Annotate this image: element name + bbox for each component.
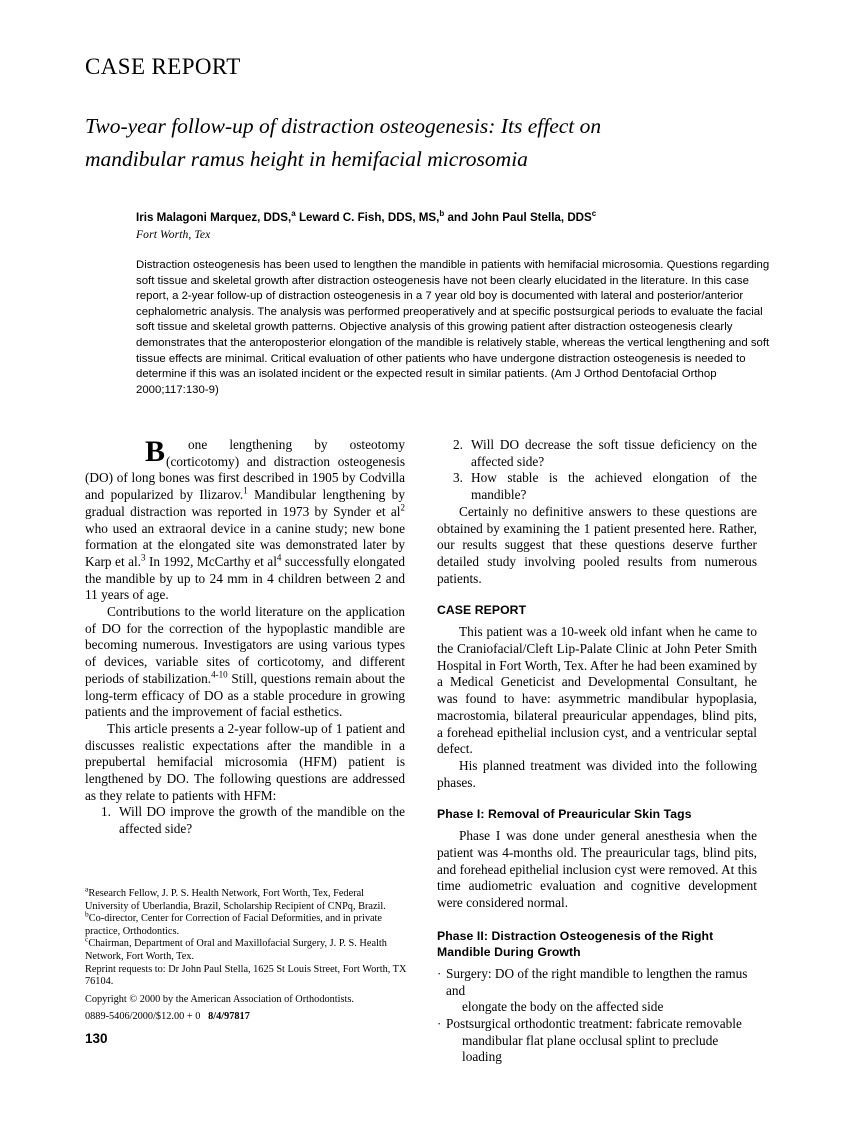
contributions-text-2: Still, questions remain about the long-term efficacy of DO as a stable procedure in growing patients and the improvement of facial esthetics.: [85, 670, 406, 720]
question-text-2: Will DO decrease the soft tissue deficiency on the affected side?: [471, 437, 757, 469]
footnote-b: [85, 909, 407, 938]
heading-case-report: CASE REPORT: [437, 603, 527, 618]
paragraph-patient-history: This patient was a 10-week old infant when he came to the Craniofacial/Cleft Lip-Palate Clinic at John Peter Smith Hospital in Fort Worth, Tex. After he had been examined by a Medical Geneticist and Developmental Consultant, he was found to have: asymmetric mandibular hypoplasia, macrostomia, bilateral preauricular appendages, blind pits, a forehead epithelial inclusion cyst, and a ventricular septal defect.: [437, 624, 757, 757]
paragraph-intro: [85, 437, 405, 604]
paragraph-contributions: [85, 604, 405, 721]
bullet-item-postsurgical: [437, 1016, 757, 1066]
body-column-right: [437, 437, 757, 1066]
author-list: [136, 210, 776, 225]
bullet-marker-icon: ·: [437, 1015, 442, 1031]
footnote-code: 8/4/97817: [208, 1011, 250, 1023]
author-marker-a: a: [291, 209, 296, 219]
footnote-reprint: Reprint requests to: Dr John Paul Stella, 1625 St Louis Street, Fort Worth, TX 76104.: [85, 963, 407, 988]
bullet-marker-icon: ·: [437, 965, 442, 981]
body-column-left: [85, 437, 405, 838]
heading-phase-2-line-1: Phase II: Distraction Osteogenesis of the Right: [437, 928, 714, 943]
author-marker-c: c: [591, 209, 597, 219]
author-mid: Leward C. Fish, DDS, MS,: [295, 211, 440, 224]
footnote-b-text: Co-director, Center for Correction of Facial Deformities, and in private practice, Orthodontics.: [85, 913, 382, 937]
footnote-marker-a: a: [85, 884, 89, 894]
question-number-3: 3.: [453, 470, 463, 486]
intro-text-1: one lengthening by osteotomy (corticotomy) and distraction osteogenesis (DO) of long bones was first described in 1905 by Codvilla and popularized by Ilizarov.: [85, 437, 405, 503]
footnote-a-text: Research Fellow, J. P. S. Health Network, Fort Worth, Tex, Federal University of Uberlandia, Brazil, Scholarship Recipient of CNPq, Brazil.: [85, 888, 386, 912]
heading-phase-2-line-2: Mandible During Growth: [437, 944, 581, 959]
citation-3: 3: [141, 552, 146, 563]
intro-text-4: In 1992, McCarthy et al: [145, 553, 277, 569]
footnote-issn-text: 0889-5406/2000/$12.00 + 0: [85, 1011, 201, 1023]
footnote-c-text: Chairman, Department of Oral and Maxillofacial Surgery, J. P. S. Health Network, Fort Worth, Tex.: [85, 938, 387, 962]
intro-text-5: successfully elongated the mandible by up to 24 mm in 4 children between 2 and 11 years of age.: [85, 553, 405, 603]
author-prefix: Iris Malagoni Marquez, DDS,: [136, 211, 292, 224]
citation-1: 1: [243, 485, 248, 496]
question-text-1: Will DO improve the growth of the mandible on the affected side?: [119, 804, 405, 837]
question-list-left: [85, 804, 405, 837]
title-line-2: mandibular ramus height in hemifacial microsomia: [85, 147, 528, 171]
heading-phase-1: Phase I: Removal of Preauricular Skin Tags: [437, 807, 692, 822]
bullet-postsurgical-main: Postsurgical orthodontic treatment: fabricate removable: [446, 1015, 742, 1031]
page-number: 130: [85, 1031, 108, 1046]
paragraph-certainly: Certainly no definitive answers to these questions are obtained by examining the 1 patient presented here. Rather, our results suggest that these questions deserve further detailed study involving pooled results from numerous patients.: [437, 503, 757, 586]
footnote-marker-c: c: [85, 934, 89, 944]
paragraph-phase-1: Phase I was done under general anesthesia when the patient was 4-months old. The preauricular tags, blind pits, and forehead epithelial inclusion cyst were removed. At this time audiometric evaluation and cognitive development were considered normal.: [437, 828, 757, 911]
paragraph-planned-treatment: His planned treatment was divided into the following phases.: [437, 757, 757, 790]
paragraph-article-presents: This article presents a 2-year follow-up of 1 patient and discusses realistic expectations after the mandible in a prepubertal hemifacial microsomia (HFM) patient is lengthened by DO. The following questions are addressed as they relate to patients with HFM:: [85, 720, 405, 803]
section-label: CASE REPORT: [85, 54, 241, 79]
footnotes-block: [85, 884, 407, 1024]
affiliation-location: Fort Worth, Tex: [136, 228, 211, 241]
bullet-item-surgery: [437, 966, 757, 1016]
bullet-surgery-main: Surgery: DO of the right mandible to lengthen the ramus and: [446, 965, 748, 998]
question-number-2: 2.: [453, 437, 463, 452]
drop-cap: B: [145, 435, 166, 468]
bullet-postsurgical-cont: mandibular flat plane occlusal splint to preclude loading: [462, 1032, 719, 1065]
intro-text-2: Mandibular lengthening by gradual distraction was reported in 1973 by Synder et al: [85, 487, 405, 519]
contributions-text-1: Contributions to the world literature on the application of DO for the correction of the hypoplastic mandible are becoming numerous. Investigators are using various types of devices, variable sites of corticotomy, and different periods of stabilization.: [85, 604, 405, 686]
citation-2: 2: [400, 502, 405, 513]
footnote-issn: [85, 1011, 407, 1024]
phase-2-bullet-list: [437, 966, 757, 1066]
question-list-right: [437, 437, 757, 504]
abstract-text: Distraction osteogenesis has been used to lengthen the mandible in patients with hemifacial microsomia. Questions regarding soft tissue and skeletal growth after distraction osteogenesis have not been clearly elucidated in the literature. In this case report, a 2-year follow-up of distraction osteogenesis in a 7 year old boy is documented with lateral and posterior/anterior cephalometric analysis. The analysis was performed preoperatively and at specific postsurgical periods to evaluate the facial soft tissue and skeletal growth patterns. Objective analysis of this growing patient after distraction osteogenesis clearly demonstrates that the anteroposterior elongation of the mandible is relatively stable, whereas the vertical lengthening and soft tissue effects are minimal. Critical evaluation of other patients who have undergone distraction osteogenesis is needed to determine if this was an isolated incident or the expected result in similar patients. (Am J Orthod Dentofacial Orthop 2000;117:130-9): [136, 259, 770, 396]
author-mid-2: and John Paul Stella, DDS: [444, 211, 592, 224]
footnote-copyright: Copyright © 2000 by the American Association of Orthodontists.: [85, 993, 354, 1005]
footnote-marker-b: b: [85, 909, 89, 919]
title-line-1: Two-year follow-up of distraction osteogenesis: Its effect on: [85, 114, 602, 138]
question-text-3: How stable is the achieved elongation of the mandible?: [471, 470, 757, 503]
question-item-1: [85, 804, 405, 837]
page-title: [85, 110, 775, 176]
question-item-2: [437, 437, 757, 470]
citation-4: 4: [276, 552, 282, 563]
question-item-3: [437, 470, 757, 503]
footnote-c: [85, 934, 407, 963]
citation-4-10: 4-10: [211, 669, 228, 680]
bullet-surgery-cont: elongate the body on the affected side: [462, 999, 664, 1015]
heading-phase-2: [437, 928, 757, 960]
footnote-a: [85, 884, 407, 913]
question-number-1: 1.: [101, 804, 111, 820]
intro-text-3: who used an extraoral device in a canine study; new bone formation at the elongated site was demonstrated later by Karp et al.: [85, 520, 405, 569]
author-marker-b: b: [439, 209, 445, 219]
